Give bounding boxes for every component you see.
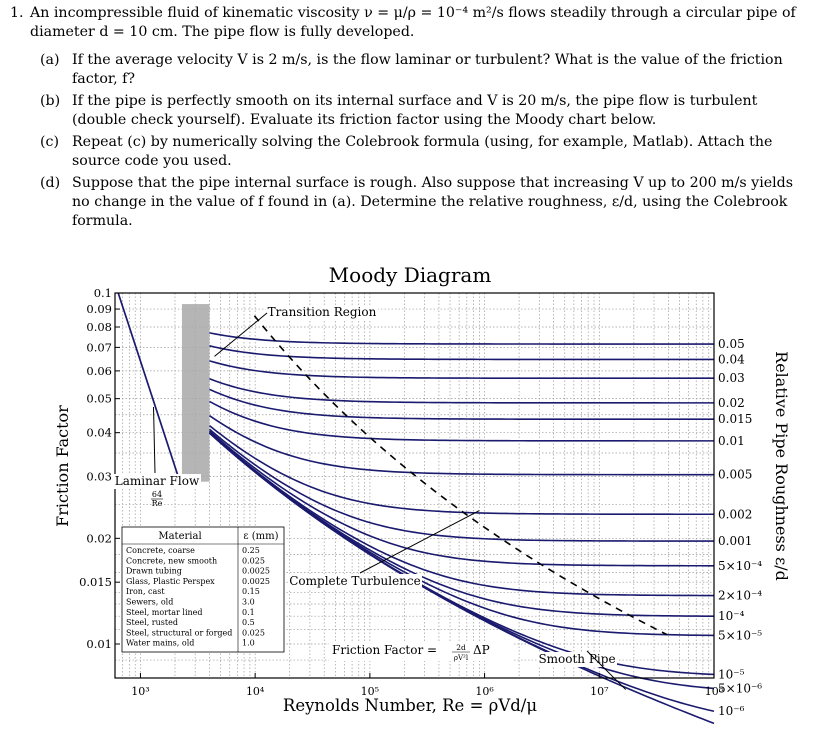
table-cell: 0.025 [242,628,265,638]
roughness-curve [210,429,714,541]
table-cell: 0.5 [242,618,255,628]
y-axis-ticks [79,286,120,651]
roughness-label: 0.002 [718,507,753,522]
transition-band-rect [182,304,210,482]
y-axis-label: Friction Factor [53,405,72,527]
problem-parts [10,51,810,231]
table-cell: Concrete, coarse [126,546,195,555]
roughness-label: 5×10⁻⁴ [718,558,763,573]
roughness-label: 0.01 [718,433,745,448]
x-tick-label: 10⁶ [475,685,494,698]
roughness-labels [718,337,762,718]
part-a [40,51,810,89]
roughness-curve [210,361,714,378]
laminar-arrow [154,407,155,473]
chart-title: Moody Diagram [328,263,492,287]
table-cell: 0.0025 [242,576,270,586]
y-tick-label: 0.06 [86,363,112,378]
table-cell: Steel, structural or forged [126,628,233,638]
roughness-label: 0.04 [718,352,745,367]
problem-statement [10,4,810,234]
part-label: (a) [40,52,60,68]
y-tick-label: 0.01 [86,636,112,651]
friction-formula-den: ρV²l [453,654,469,662]
roughness-curve [210,426,714,515]
roughness-curve [210,346,714,360]
part-label: (b) [40,93,61,109]
y-tick-label: 0.03 [86,469,112,484]
roughness-curve [210,433,714,617]
roughness-curve [210,416,714,475]
table-cell: 3.0 [242,597,255,607]
table-cell: Glass, Plastic Perspex [126,576,215,586]
part-label: (c) [40,134,60,150]
laminar-curve [118,293,182,488]
part-label: (d) [40,175,61,191]
roughness-curve [210,431,714,566]
roughness-curve [210,433,714,636]
table-cell: Steel, mortar lined [126,607,203,617]
y-tick-label: 0.08 [86,320,112,335]
table-cell: Iron, cast [126,587,165,597]
laminar-label: Laminar Flow [114,474,200,488]
roughness-curve [210,433,714,674]
y-tick-label: 0.02 [86,531,112,546]
table-header: Material [158,531,202,542]
transition-band [182,304,210,482]
x-tick-label: 10⁷ [590,685,609,698]
roughness-label: 0.02 [718,395,745,410]
table-cell: 0.25 [242,546,260,555]
x-axis-label: Reynolds Number, Re = ρVd/μ [282,696,538,715]
problem-intro: An incompressible fluid of kinematic viscosity ν = μ/ρ = 10⁻⁴ m²/s flows steadily through a circular pipe of diameter d = 10 cm. The pipe flow is fully developed. [30,5,796,40]
roughness-label: 0.005 [718,467,753,482]
roughness-curves [210,333,714,724]
x-tick-label: 10⁴ [245,685,265,698]
laminar-formula-den: Re [151,499,163,508]
y-tick-label: 0.1 [93,286,112,300]
laminar-formula-num: 64 [151,490,163,499]
table-cell: 0.025 [242,556,265,566]
roughness-label: 0.03 [718,371,745,386]
transition-region-label: Transition Region [267,305,377,319]
y-tick-label: 0.015 [79,575,112,590]
table-cell: Water mains, old [126,638,195,648]
laminar-line [118,293,182,488]
problem-number: 1. [10,5,24,21]
part-text: Repeat (c) by numerically solving the Colebrook formula (using, for example, Matlab). Attach the source code you used. [72,134,773,169]
part-b [40,92,810,130]
roughness-label: 0.05 [718,337,745,352]
x-tick-label: 10³ [131,685,150,698]
table-cell: Concrete, new smooth [126,556,218,566]
y2-axis-label: Relative Pipe Roughness ε/d [772,351,791,581]
friction-factor-label: Friction Factor = [332,643,438,657]
table-cell: Sewers, old [126,597,174,607]
part-text: If the pipe is perfectly smooth on its internal surface and V is 20 m/s, the pipe flow is turbulent (double check yourself). Evaluate its friction factor using the Moody chart below. [72,93,758,128]
roughness-label: 10⁻⁵ [718,667,745,682]
y-tick-label: 0.07 [86,340,112,355]
x-tick-label: 10⁸ [704,685,724,698]
y-tick-label: 0.04 [86,425,112,440]
smooth-pipe-label: Smooth Pipe [538,652,616,666]
roughness-curve [210,333,714,344]
roughness-label: 10⁻⁴ [718,609,745,624]
part-d [40,174,810,231]
roughness-label: 0.015 [718,412,753,427]
table-cell: Steel, rusted [126,618,178,628]
part-text: If the average velocity V is 2 m/s, is the flow laminar or turbulent? What is the value of the friction factor, f? [72,52,783,87]
table-cell: Drawn tubing [126,566,182,576]
roughness-curve [210,401,714,440]
roughness-curve [210,379,714,403]
table-cell: 0.0025 [242,566,270,576]
table-cell: 0.1 [242,607,255,617]
roughness-label: 5×10⁻⁵ [718,628,763,643]
table-cell: 0.15 [242,587,260,597]
y-tick-label: 0.05 [86,391,112,406]
roughness-label: 0.001 [718,534,753,549]
x-tick-label: 10⁵ [360,685,380,698]
part-text: Suppose that the pipe internal surface is rough. Also suppose that increasing V up to 200 m/s yields no change in the value of f found in (a). Determine the relative roughness, ε/d, using the Colebrook formula. [72,175,794,229]
friction-formula-tail: ΔP [473,643,490,657]
roughness-label: 5×10⁻⁶ [718,681,763,696]
table-header: ε (mm) [243,531,279,542]
turbulence-arrow [360,511,479,573]
material-table [122,527,284,652]
roughness-label: 10⁻⁶ [718,704,745,719]
part-c [40,133,810,171]
complete-turbulence-label: Complete Turbulence [289,574,421,588]
roughness-label: 2×10⁻⁴ [718,588,763,603]
moody-diagram [0,258,820,734]
table-cell: 1.0 [242,638,255,648]
friction-formula-num: 2d [456,643,466,652]
y-tick-label: 0.09 [86,302,112,317]
